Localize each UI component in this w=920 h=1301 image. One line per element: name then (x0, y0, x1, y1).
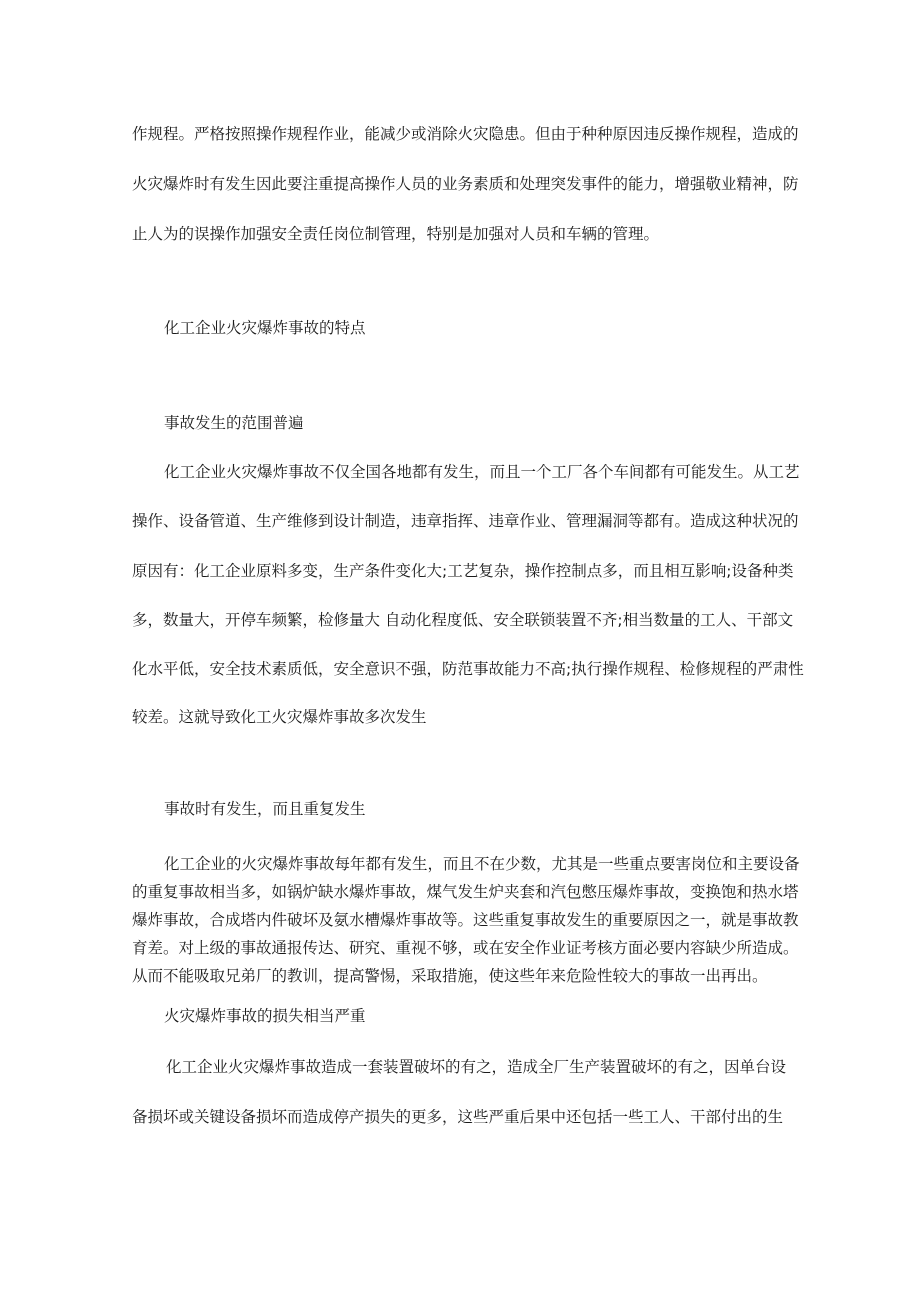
paragraph-2-line-1: 化工企业火灾爆炸事故不仅全国各地都有发生，而且一个工厂各个车间都有可能发生。从工艺 (164, 463, 800, 481)
paragraph-4-line-2: 备损坏或关键设备损坏而造成停产损失的更多，这些严重后果中还包括一些工人、干部付出的生 (132, 1108, 784, 1126)
paragraph-3-line-5: 从而不能吸取兄弟厂的教训，提高警惕，采取措施，使这些年来危险性较大的事故一出再出。 (132, 967, 768, 985)
paragraph-4-line-1: 化工企业火灾爆炸事故造成一套装置破坏的有之，造成全厂生产装置破坏的有之，因单台设 (166, 1058, 787, 1076)
subheading-1: 事故发生的范围普遍 (164, 414, 304, 432)
paragraph-2-line-6: 较差。这就导致化工火灾爆炸事故多次发生 (132, 708, 427, 726)
paragraph-2-line-2: 操作、设备管道、生产维修到设计制造，违章指挥、违章作业、管理漏洞等都有。造成这种状况的 (132, 512, 799, 530)
paragraph-1-line-1: 作规程。严格按照操作规程作业，能减少或消除火灾隐患。但由于种种原因违反操作规程，造成的 (132, 125, 799, 143)
paragraph-3-line-3: 爆炸事故，合成塔内件破坏及氨水槽爆炸事故等。这些重复事故发生的重要原因之一，就是事故教 (132, 911, 799, 929)
paragraph-2-line-4: 多，数量大，开停车频繁，检修量大 自动化程度低、安全联锁装置不齐;相当数量的工人、干部文 (132, 611, 794, 629)
paragraph-3-line-1: 化工企业的火灾爆炸事故每年都有发生，而且不在少数，尤其是一些重点要害岗位和主要设备 (164, 855, 800, 873)
paragraph-1-line-3: 止人为的误操作加强安全责任岗位制管理，特别是加强对人员和车辆的管理。 (132, 225, 660, 243)
paragraph-3-line-4: 育差。对上级的事故通报传达、研究、重视不够，或在安全作业证考核方面必要内容缺少所造成。 (132, 939, 799, 957)
section-heading: 化工企业火灾爆炸事故的特点 (164, 319, 366, 337)
paragraph-1-line-2: 火灾爆炸时有发生因此要注重提高操作人员的业务素质和处理突发事件的能力，增强敬业精神，防 (132, 175, 799, 193)
subheading-3: 火灾爆炸事故的损失相当严重 (164, 1007, 366, 1025)
paragraph-2-line-5: 化水平低，安全技术素质低，安全意识不强，防范事故能力不高;执行操作规程、检修规程的严肃性 (132, 660, 804, 678)
paragraph-2-line-3: 原因有：化工企业原料多变，生产条件变化大;工艺复杂，操作控制点多，而且相互影响;设备种类 (132, 562, 794, 580)
paragraph-3-line-2: 的重复事故相当多，如锅炉缺水爆炸事故，煤气发生炉夹套和汽包憋压爆炸事故，变换饱和热水塔 (132, 883, 799, 901)
subheading-2: 事故时有发生，而且重复发生 (164, 800, 366, 818)
